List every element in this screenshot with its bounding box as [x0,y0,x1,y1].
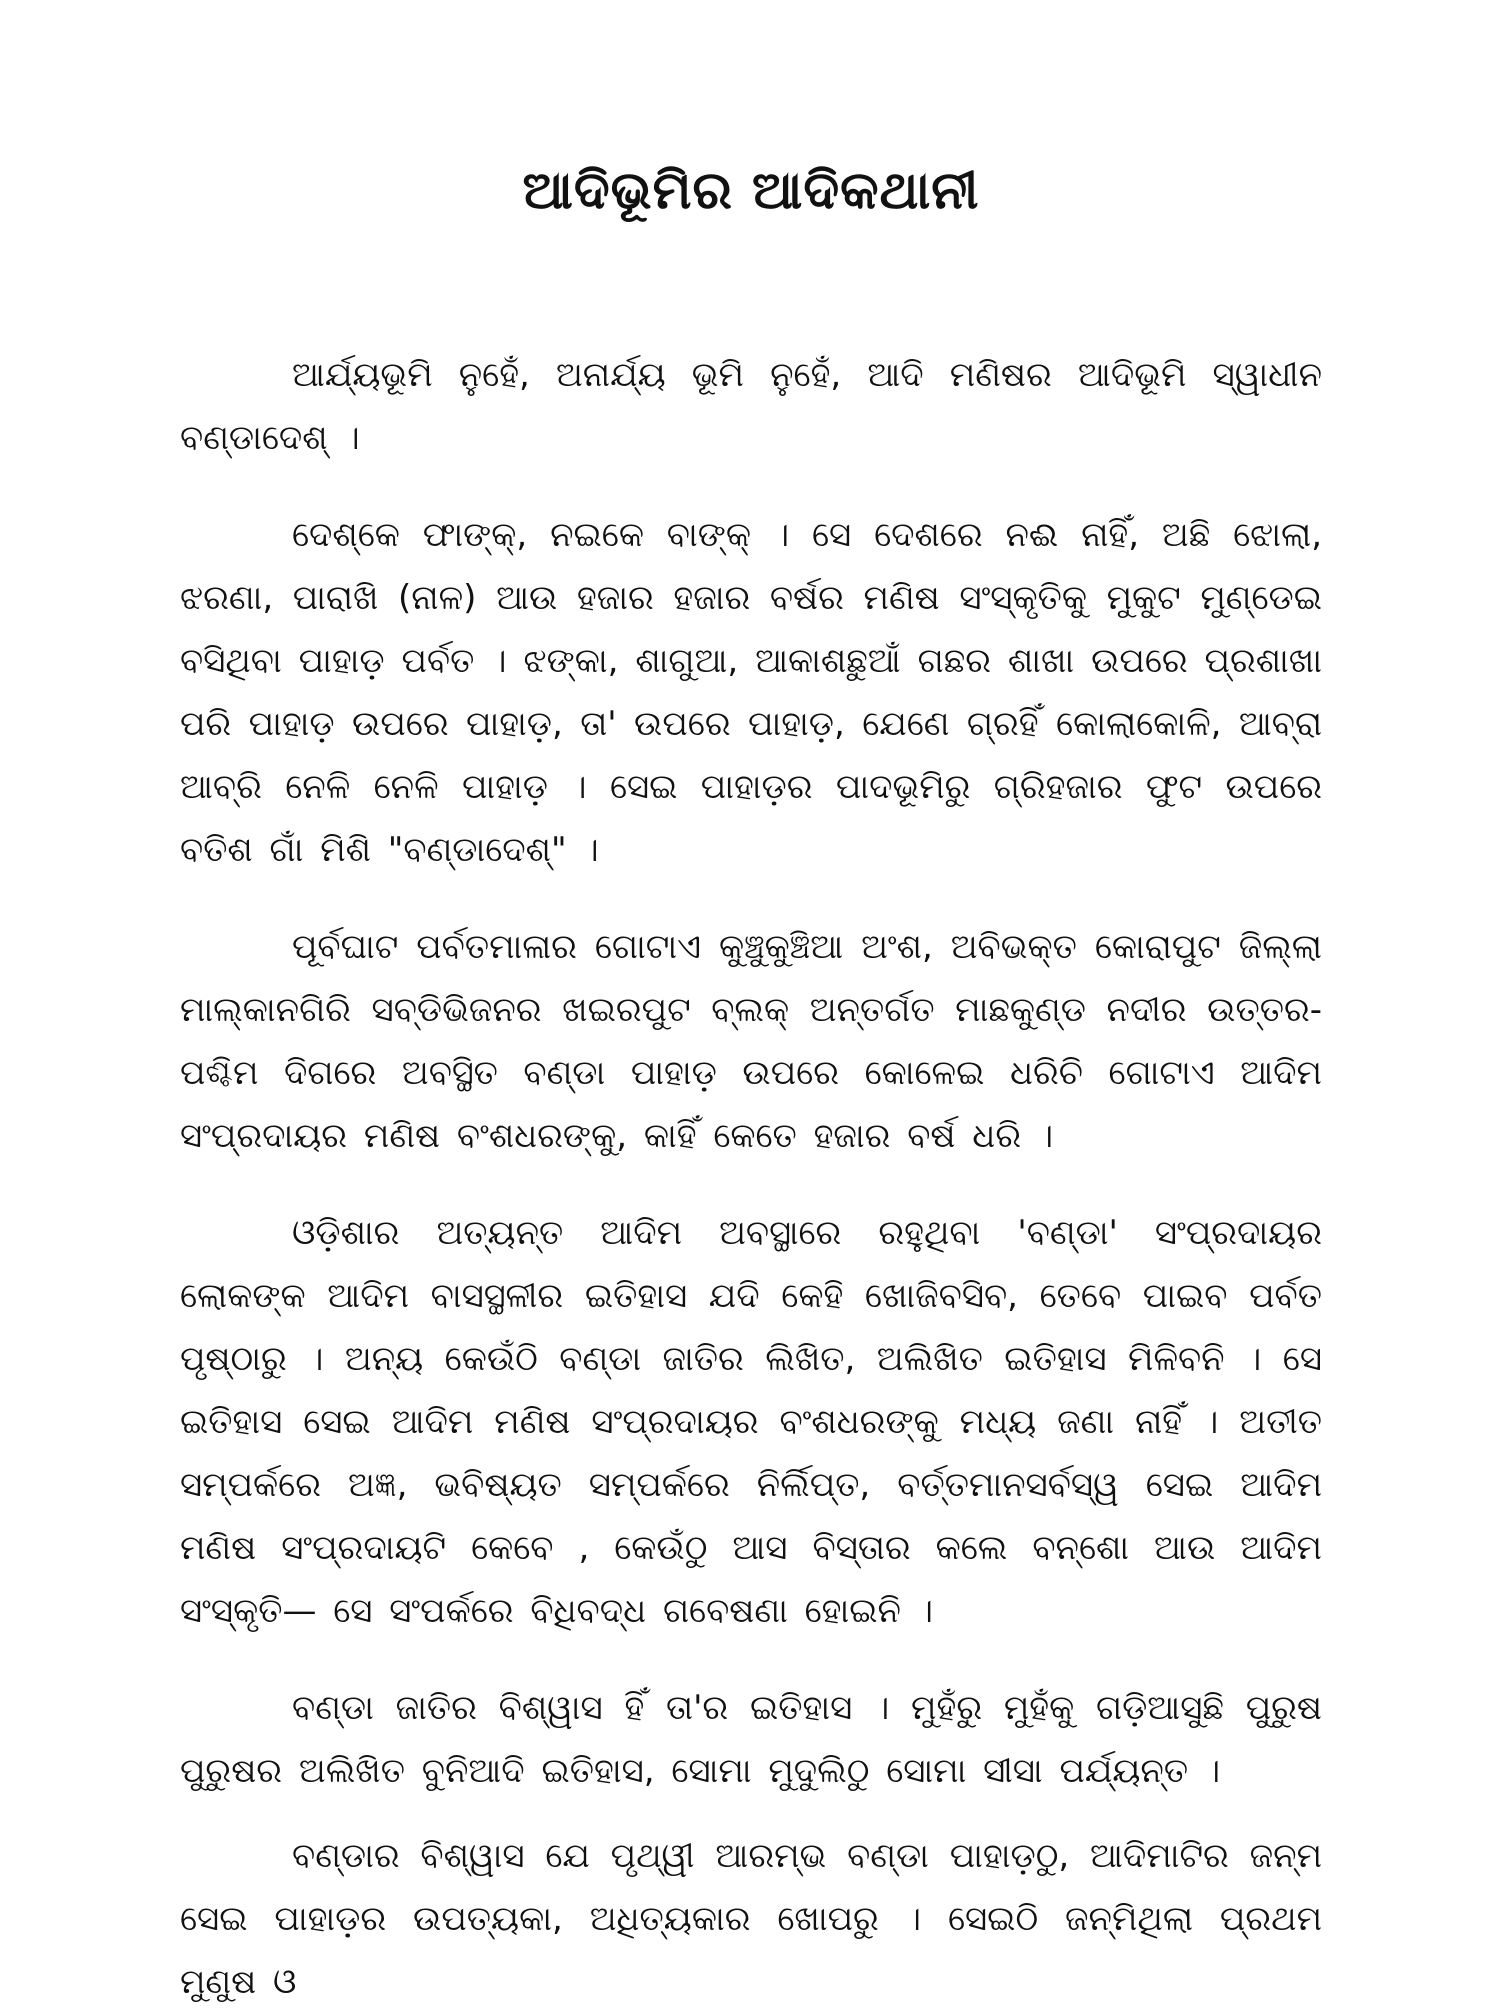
paragraph-1: ଆର୍ଯ୍ୟଭୂମି ନୁହେଁ, ଅନାର୍ଯ୍ୟ ଭୂମି ନୁହେଁ, ଆଦି ମଣିଷର ଆଦିଭୂମି ସ୍ୱାଧୀନ ବଣ୍ଡାଦେଶ୍ । [180,355,1322,459]
paragraph-3: ପୂର୍ବଘାଟ ପର୍ବତମାଳାର ଗୋଟାଏ କୁଞ୍ଚୁକୁଞ୍ଚିଆ ଅଂଶ, ଅବିଭକ୍ତ କୋରାପୁଟ ଜିଲ୍ଲା ମାଲ୍‌କାନଗିରି ସବ୍‌ଡିଭିଜନର ଖଇରପୁଟ ବ୍ଲକ୍ ଅନ୍ତର୍ଗତ ମାଛକୁଣ୍ଡ ନଦୀର ଉତ୍ତର-ପଶ୍ଚିମ ଦିଗରେ ଅବସ୍ଥିତ ବଣ୍ଡା ପାହାଡ଼ ଉପରେ କୋଳେଇ ଧରିଚି ଗୋଟାଏ ଆଦିମ ସଂପ୍ରଦାୟର ମଣିଷ ବଂଶଧରଙ୍କୁ, କାହିଁ କେତେ ହଜାର ବର୍ଷ ଧରି । [180,927,1322,1157]
paragraph-5: ବଣ୍ଡା ଜାତିର ବିଶ୍ୱାସ ହିଁ ତା'ର ଇତିହାସ । ମୁହଁରୁ ମୁହଁକୁ ଗଡ଼ିଆସୁଛି ପୁରୁଷ ପୁରୁଷର ଅଲିଖିତ ବୁନିଆଦି ଇତିହାସ, ସୋମା ମୁଦୁଲିଠୁ ସୋମା ସୀସା ପର୍ଯ୍ୟନ୍ତ । [180,1688,1322,1792]
paragraph-4: ଓଡ଼ିଶାର ଅତ୍ୟନ୍ତ ଆଦିମ ଅବସ୍ଥାରେ ରହୁଥିବା 'ବଣ୍ଡା' ସଂପ୍ରଦାୟର ଲୋକଙ୍କ ଆଦିମ ବାସସ୍ଥଳୀର ଇତିହାସ ଯଦି କେହି ଖୋଜିବସିବ, ତେବେ ପାଇବ ପର୍ବତ ପୃଷ୍ଠାରୁ । ଅନ୍ୟ କେଉଁଠି ବଣ୍ଡା ଜାତିର ଲିଖିତ, ଅଲିଖିତ ଇତିହାସ ମିଳିବନି । ସେ ଇତିହାସ ସେଇ ଆଦିମ ମଣିଷ ସଂପ୍ରଦାୟର ବଂଶଧରଙ୍କୁ ମଧ୍ୟ ଜଣା ନାହିଁ । ଅତୀତ ସମ୍ପର୍କରେ ଅଜ୍ଞ, ଭବିଷ୍ୟତ ସମ୍ପର୍କରେ ନିର୍ଲିପ୍ତ, ବର୍ତ୍ତମାନସର୍ବସ୍ୱ ସେଇ ଆଦିମ ମଣିଷ ସଂପ୍ରଦାୟଟି କେବେ , କେଉଁଠୁ ଆସ ବିସ୍ତାର କଲେ ବନ୍‌ଶୋ ଆଉ ଆଦିମ ସଂସ୍କୃତି— ସେ ସଂପର୍କରେ ବିଧିବଦ୍ଧ ଗବେଷଣା ହୋଇନି । [180,1213,1322,1632]
chapter-title: ଆଦିଭୂମିର ଆଦିକଥାନୀ [522,161,980,221]
paragraph-2: ଦେଶ୍‌କେ ଫାଙ୍କ୍, ନଇକେ ବାଙ୍କ୍ । ସେ ଦେଶରେ ନଈ ନାହିଁ, ଅଛି ଝୋଲା, ଝରଣା, ପାରାଖି (ନାଳ) ଆଉ ହଜାର ହଜାର ବର୍ଷର ମଣିଷ ସଂସ୍କୃତିକୁ ମୁକୁଟ ମୁଣ୍ଡେଇ ବସିଥିବା ପାହାଡ଼ ପର୍ବତ । ଝଙ୍କା, ଶାଗୁଆ, ଆକାଶଛୁଆଁ ଗଛର ଶାଖା ଉପରେ ପ୍ରଶାଖା ପରି ପାହାଡ଼ ଉପରେ ପାହାଡ଼, ତା' ଉପରେ ପାହାଡ଼, ଯେଣେ ଗ୍ରହିଁ କୋଲାକୋଳି, ଆବ୍‌ରା ଆବ୍‌ରି ନେଳି ନେଳି ପାହାଡ଼ । ସେଇ ପାହାଡ଼ର ପାଦଭୂମିରୁ ଗ୍ରିହଜାର ଫୁଟ ଉପରେ ବତିଶ ଗାଁ ମିଶି "ବଣ୍ଡାଦେଶ୍" । [180,515,1322,871]
paragraph-6: ବଣ୍ଡାର ବିଶ୍ୱାସ ଯେ ପୃଥ୍ୱୀ ଆରମ୍ଭ ବଣ୍ଡା ପାହାଡ଼ଠୁ, ଆଦିମାଟିର ଜନ୍ମ ସେଇ ପାହାଡ଼ର ଉପତ୍ୟକା, ଅଧିତ୍ୟକାର ଖୋପରୁ । ସେଇଠି ଜନ୍ମିଥିଲା ପ୍ରଥମ ମୁଣୁଷ ଓ [180,1836,1322,2003]
